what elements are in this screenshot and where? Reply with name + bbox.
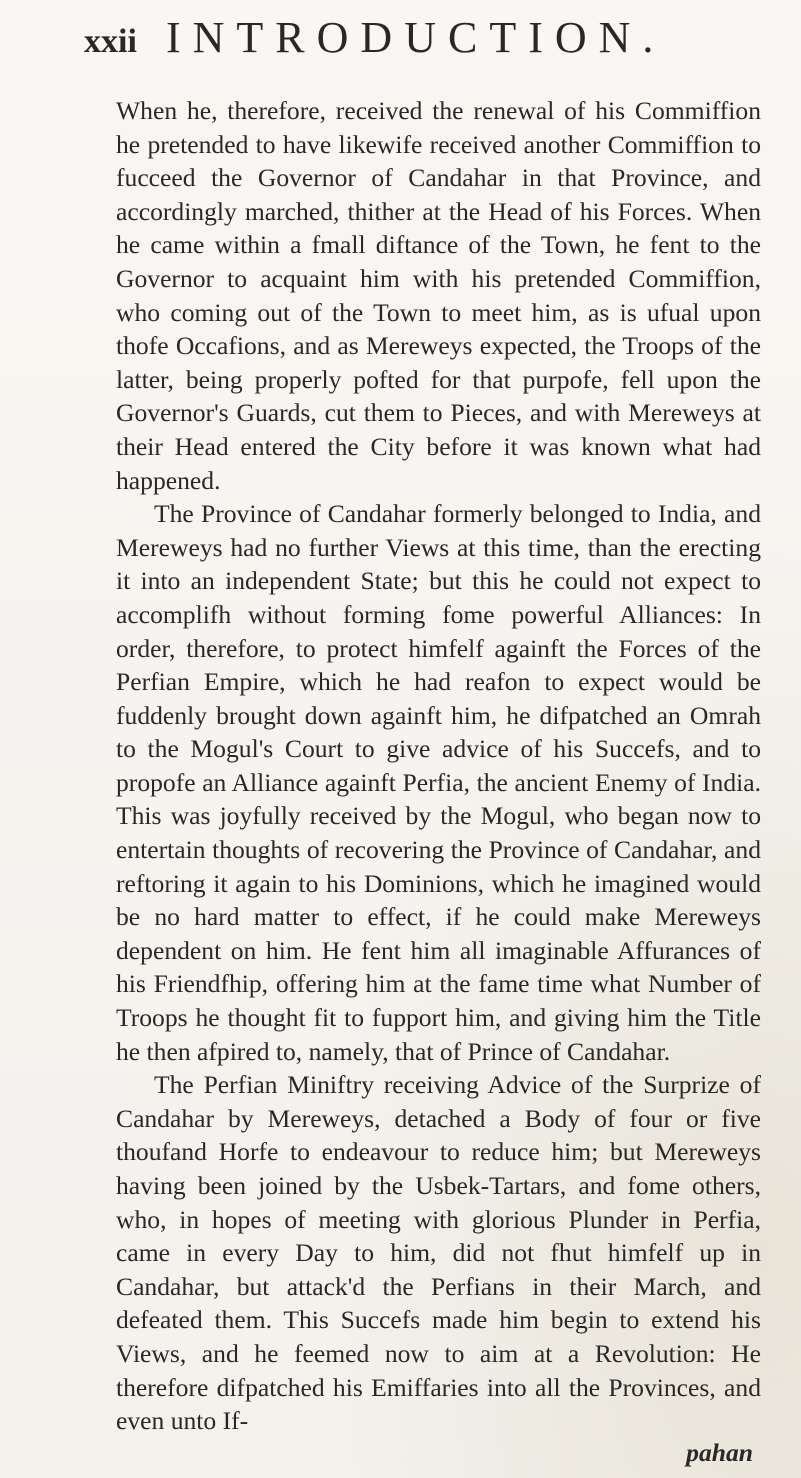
paragraph-2: The Province of Candahar formerly belonged to India, and Mereweys had no further Views at this time, than the erecting it into an independent State; but this he could not expect to accomplifh without forming fome powerful Alliances: In order, therefore, to protect himfelf againft the Forces of the Perfian Empire, which he had reafon to expect would be fuddenly brought down againft him, he difpatched an Omrah to the Mogul's Court to give advice of his Succefs, and to propofe an Alliance againft Perfia, the ancient Enemy of India. This was joyfully received by the Mogul, who began now to entertain thoughts of recovering the Province of Candahar, and reftoring it again to his Dominions, which he imagined would be no hard matter to effect, if he could make Mereweys dependent on him. He fent him all imaginable Affurances of his Friendfhip, offering him at the fame time what Number of Troops he thought fit to fupport him, and giving him the Title he then afpired to, namely, that of Prince of Candahar. [116,499,761,1066]
catchword: pahan [686,1437,753,1467]
page-number: xxii [84,23,137,60]
running-title: INTRODUCTION. [166,13,666,62]
running-head [84,12,761,84]
body-text [116,94,761,1438]
paragraph-1: When he, therefore, received the renewal of his Commiffion he pretended to have likewife received another Commiffion to fucceed the Governor of Candahar in that Province, and accordingly marched, thither at the Head of his Forces. When he came within a fmall diftance of the Town, he fent to the Governor to acquaint him with his pretended Commiffion, who coming out of the Town to meet him, as is ufual upon thofe Occafions, and as Mereweys expected, the Troops of the latter, being properly pofted for that purpofe, fell upon the Governor's Guards, cut them to Pieces, and with Mereweys at their Head entered the City before it was known what had happened. [116,96,761,495]
paragraph-3: The Perfian Miniftry receiving Advice of the Surprize of Candahar by Mereweys, detached a Body of four or five thoufand Horfe to endeavour to reduce him; but Mereweys having been joined by the Usbek-Tartars, and fome others, who, in hopes of meeting with glorious Plunder in Perfia, came in every Day to him, did not fhut himfelf up in Candahar, but attack'd the Perfians in their March, and defeated them. This Succefs made him begin to extend his Views, and he feemed now to aim at a Revolution: He therefore difpatched his Emiffaries into all the Provinces, and even unto If- [116,1070,761,1436]
